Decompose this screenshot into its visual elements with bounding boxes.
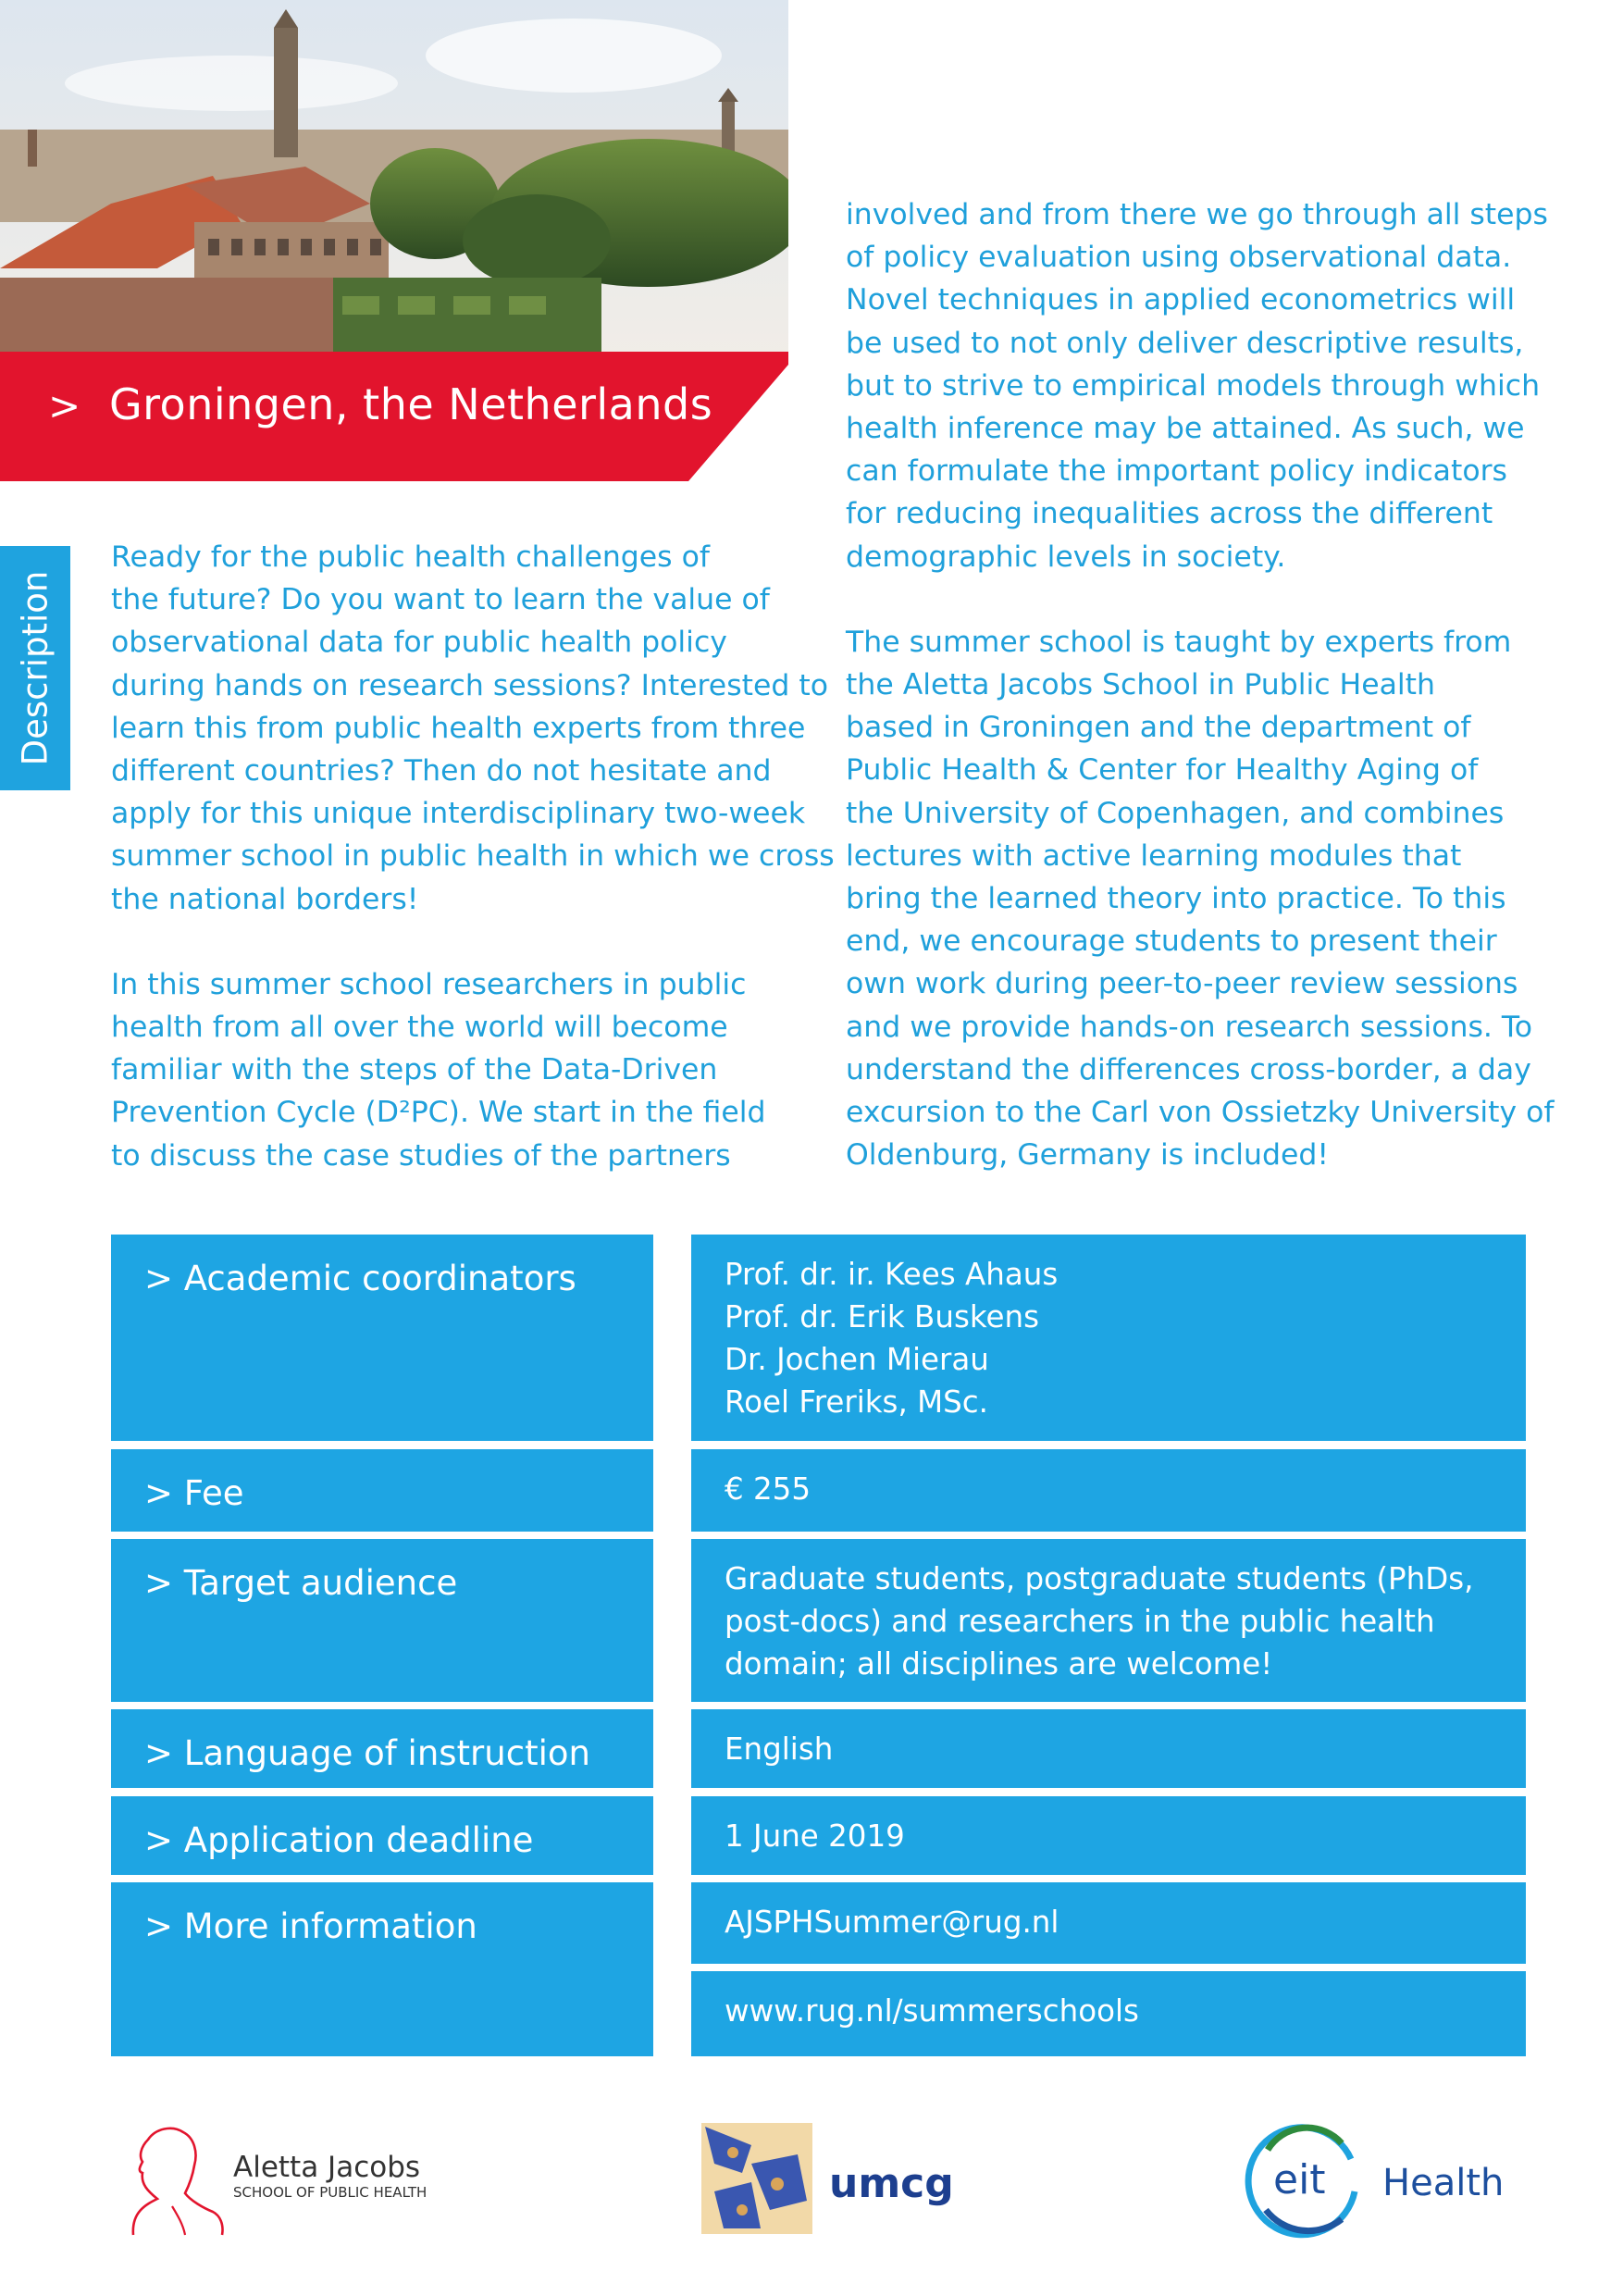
coordinator-name: Dr. Jochen Mierau [725, 1342, 989, 1377]
target-audience-line: Graduate students, postgraduate students (PhDs, [725, 1561, 1474, 1596]
target-audience-value-cell [691, 1539, 1526, 1702]
text-line: own work during peer-to-peer review sessions [846, 967, 1518, 1001]
text-line: of policy evaluation using observational data. [846, 241, 1512, 275]
target-audience-label: > Target audience [144, 1563, 458, 1603]
text-line: apply for this unique interdisciplinary two-week [111, 797, 806, 831]
umcg-logo [696, 2108, 992, 2247]
website-link[interactable]: www.rug.nl/summerschools [725, 1993, 1139, 2029]
aletta-logo-title: Aletta Jacobs [233, 2151, 421, 2184]
more-info-website-cell[interactable] [691, 1971, 1526, 2056]
text-line: and we provide hands-on research sessions. To [846, 1010, 1533, 1044]
side-tab-label: Description [15, 570, 56, 766]
text-line: involved and from there we go through all steps [846, 198, 1548, 231]
paragraph [111, 536, 835, 921]
eit-health-logo [1240, 2108, 1536, 2247]
academic-coordinators-label: > Academic coordinators [144, 1259, 576, 1298]
text-line: Novel techniques in applied econometrics will [846, 283, 1516, 317]
groningen-cityscape-image [0, 0, 788, 363]
deadline-label-cell [111, 1796, 653, 1875]
text-line: during hands on research sessions? Interested to [111, 668, 828, 702]
text-line: demographic levels in society. [846, 540, 1286, 574]
eit-logo-text: Health [1382, 2162, 1505, 2204]
text-line: In this summer school researchers in public [111, 967, 747, 1001]
text-line: health from all over the world will become [111, 1011, 728, 1045]
text-line: Public Health & Center for Healthy Aging of [846, 753, 1479, 788]
text-line: learn this from public health experts from three [111, 711, 806, 745]
description-side-tab [0, 546, 70, 790]
text-line: lectures with active learning modules that [846, 838, 1462, 873]
location-title [48, 379, 712, 429]
text-line: can formulate the important policy indicators [846, 454, 1507, 489]
text-line: be used to not only deliver descriptive results, [846, 326, 1524, 360]
location-text: Groningen, the Netherlands [109, 379, 713, 429]
coordinator-name: Prof. dr. Erik Buskens [725, 1299, 1040, 1334]
more-info-email-cell[interactable] [691, 1882, 1526, 1964]
text-line: the Aletta Jacobs School in Public Health [846, 668, 1435, 702]
chevron-right-icon: > [48, 383, 81, 428]
eit-health-icon [1240, 2108, 1536, 2247]
language-label: > Language of instruction [144, 1733, 590, 1773]
text-line: familiar with the steps of the Data-Driven [111, 1053, 718, 1087]
coordinator-name: Roel Freriks, MSc. [725, 1384, 989, 1420]
text-line: health inference may be attained. As such, we [846, 412, 1525, 446]
fee-value-cell [691, 1449, 1526, 1532]
text-line: Prevention Cycle (D²PC). We start in the field [111, 1096, 766, 1130]
academic-coordinators-label-cell [111, 1235, 653, 1441]
text-line: to discuss the case studies of the partners [111, 1138, 731, 1173]
text-line: end, we encourage students to present their [846, 925, 1497, 959]
text-line: understand the differences cross-border, a day [846, 1052, 1531, 1086]
coordinator-name: Prof. dr. ir. Kees Ahaus [725, 1257, 1059, 1292]
deadline-value: 1 June 2019 [725, 1818, 905, 1854]
text-line: different countries? Then do not hesitate and [111, 754, 772, 788]
text-line: The summer school is taught by experts from [846, 625, 1512, 659]
description-right-column [846, 193, 1555, 1176]
language-value: English [725, 1731, 834, 1767]
text-line: bring the learned theory into practice. To this [846, 882, 1506, 916]
language-value-cell [691, 1709, 1526, 1788]
target-audience-label-cell [111, 1539, 653, 1702]
umcg-logo-text: umcg [829, 2160, 954, 2207]
more-info-label-cell [111, 1882, 653, 2056]
text-line: for reducing inequalities across the different [846, 497, 1493, 531]
email-link[interactable]: AJSPHSummer@rug.nl [725, 1905, 1059, 1940]
target-audience-line: post-docs) and researchers in the public health [725, 1604, 1435, 1639]
aletta-logo-subtitle: SCHOOL OF PUBLIC HEALTH [233, 2184, 427, 2201]
text-line: but to strive to empirical models through which [846, 368, 1541, 403]
more-info-label: > More information [144, 1906, 477, 1946]
language-label-cell [111, 1709, 653, 1788]
text-line: summer school in public health in which we cross [111, 839, 835, 874]
eit-logo-mark: eit [1273, 2156, 1326, 2203]
text-line: the University of Copenhagen, and combines [846, 796, 1505, 830]
text-line: Ready for the public health challenges of [111, 540, 710, 574]
aletta-jacobs-profile-icon [120, 2119, 435, 2240]
umcg-emblem-icon [696, 2108, 992, 2247]
text-line: the future? Do you want to learn the value of [111, 583, 770, 617]
deadline-value-cell [691, 1796, 1526, 1875]
hero-photo [0, 0, 788, 363]
paragraph [846, 621, 1555, 1177]
fee-label: > Fee [144, 1473, 244, 1513]
text-line: observational data for public health policy [111, 626, 727, 660]
text-line: excursion to the Carl von Ossietzky University of [846, 1096, 1555, 1130]
description-left-column [111, 536, 835, 1177]
aletta-jacobs-logo [120, 2119, 435, 2240]
paragraph [111, 963, 835, 1177]
deadline-label: > Application deadline [144, 1820, 534, 1860]
paragraph [846, 193, 1555, 578]
target-audience-line: domain; all disciplines are welcome! [725, 1646, 1273, 1682]
fee-value: € 255 [725, 1471, 812, 1507]
academic-coordinators-value-cell [691, 1235, 1526, 1441]
text-line: based in Groningen and the department of [846, 711, 1471, 745]
fee-label-cell [111, 1449, 653, 1532]
text-line: Oldenburg, Germany is included! [846, 1138, 1329, 1173]
text-line: the national borders! [111, 882, 419, 916]
